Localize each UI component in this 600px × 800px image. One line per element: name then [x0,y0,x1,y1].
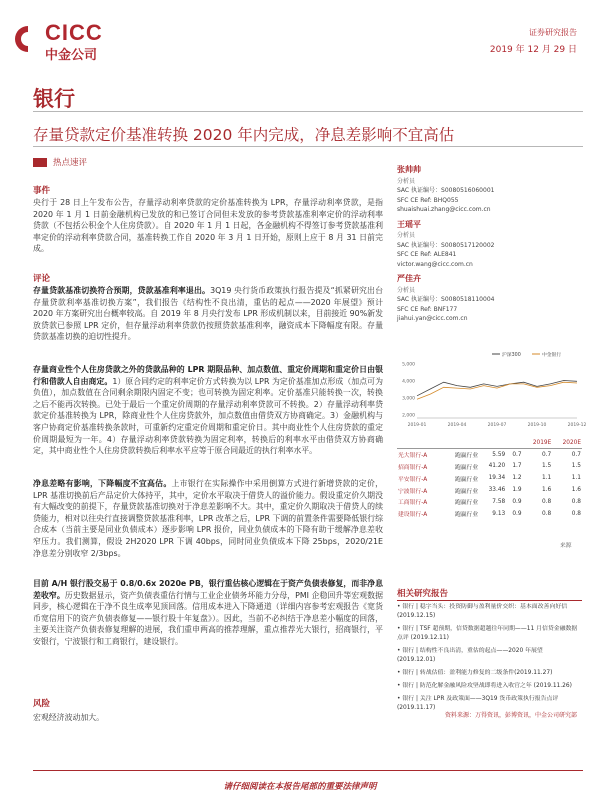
table-cell: 1.6 [571,487,581,494]
p4-body: 历史数据显示，资产负债表重估行情与工业企业债务坏能力分母，PMI 企稳回升等宏观数据同步，核心逻辑在于净不良生成率见顶回落。信用成本进入下降通道（详细内容参考宏观报告《宽货币宽信用下的资产负债表修复——银行股十年复盘》）。因此，当前不必纠结于净息差小幅度的回落，主要关注资产负债表修复理解的进展，我们重申两高的推荐理解，重点推荐光大银行，招商银行，平安银行，宁波银行和工商银行，建设银行。 [33,590,383,646]
logo-chinese: 中金公司 [45,48,98,63]
table-header-cell: 2020E [562,440,581,447]
analyst-block [397,220,582,270]
table-row [397,472,582,484]
report-tag [33,156,87,168]
table-cell: 1.1 [542,475,552,482]
table-cell: 0.8 [571,510,581,517]
table-cell: 平安银行-A [398,476,428,483]
table-cell: 1.6 [542,487,552,494]
table-cell: 0.7 [542,451,552,458]
divider [33,770,583,771]
risk-paragraph: 宏观经济波动加大。 [33,713,105,722]
legend-label: 中金银行 [542,353,562,358]
analyst-sfc: SFC CE Ref: BNF177 [397,305,458,313]
p1-body: 3Q19 央行货币政策执行报告提及“抓紧研究出台存量贷款利率基准切换方案”，我们报告《结构性不良出清，重估的起点——2020 年展望》预计 2020 年方案研究出台概率较高。自 2019 年 8 月央行发布 LPR 形成机制以来，目前接近 90%新发放贷款已参照 LPR 定价，但存量浮动利率贷款仍按照贷款基准利率，融资成本下降幅度有限。存量贷款基准切换的迫切性提升。 [33,286,383,342]
table-cell: 宁波银行-A [398,488,428,495]
analyst-role: 分析员 [397,286,416,294]
table-row [397,508,582,520]
divider [397,600,582,601]
analyst-role: 分析员 [397,177,416,185]
table-cell: 19.34 [488,475,506,482]
table-cell: 1.5 [571,463,581,470]
cicc-logo-icon [16,24,40,54]
table-cell: 0.8 [571,498,581,505]
y-tick-label: 4,000 [402,379,415,385]
related-report-link[interactable]: • 银行 | 结构性不良出清，重估的起点——2020 年展望 (2019.12.01) [397,648,543,663]
related-report-link[interactable]: • 银行 | 转战估值：盈利能力修复的二级条件(2019.11.27) [397,670,553,676]
divider [33,111,583,112]
analyst-name: 严佳卉 [397,274,421,283]
x-tick-label: 2019-10 [527,423,547,428]
table-header-cell [506,439,522,448]
logo-text: CICC [45,20,103,45]
table-cell: 1.2 [512,475,522,482]
series-line-1 [417,382,577,399]
rating-table [397,439,582,519]
event-paragraph: 央行于 28 日上午发布公告，存量浮动利率贷款的定价基准转换为 LPR，存量浮动利率贷款，是指 2020 年 1 月 1 日前金融机构已发放的和已签订合同但未发放的参考贷款基准利率定价的浮动利率贷款（不包括公积金个人住房贷款）。自 2020 年 1 月 1 日起，各金融机构不得签订参考贷款基准利率定价的浮动利率贷款合同，基准转换工作自 2020 年 3 月 1 日开始，原则上应于 8 月 31 日前完成。 [33,198,383,254]
sector-title: 银行 [33,87,75,111]
analyst-sfc: SFC CE Ref: ALE841 [397,251,457,258]
section-title-comment: 评论 [33,274,51,284]
table-cell: 招商银行-A [398,464,428,471]
table-cell: 跑赢行业 [454,453,479,460]
table-cell: 跑赢行业 [454,476,479,483]
analyst-sac: SAC 执证编号：S0080516060001 [397,187,495,194]
analyst-name: 王瑶平 [397,219,421,229]
table-header-row [397,439,582,448]
analyst-block [397,274,582,324]
comment-paragraph-3 [33,478,383,559]
table-cell: 0.7 [512,451,522,458]
comment-paragraph-4 [33,578,383,648]
table-cell: 光大银行-A [398,453,428,460]
table-cell: 0.7 [571,451,581,458]
related-report-link[interactable]: • 银行 | 稳字当头：投资防御与盈利量价交织：基本面改善向好信(2019.12.15) [397,604,568,619]
y-tick-label: 2,000 [402,413,415,419]
analyst-sac: SAC 执证编号：S0080518110004 [397,296,495,303]
table-cell: 0.8 [542,498,552,505]
analyst-name: 张帅帅 [397,165,421,174]
table-header-cell [397,439,442,448]
p3-lead: 净息差略有影响，下降幅度不宜高估。 [33,479,172,488]
tag-label: 热点速评 [53,158,88,168]
table-header-cell [479,439,506,448]
report-date: 2019 年 12 月 29 日 [489,45,577,55]
table-row [397,461,582,473]
p1-lead: 存量贷款基准切换符合预期，贷款基准利率退出。 [33,286,211,295]
y-tick-label: 3,000 [402,396,415,402]
table-cell: 0.8 [542,510,552,517]
related-research-title: 相关研究报告 [397,589,449,599]
analyst-list [397,165,582,324]
analyst-role: 分析员 [397,232,416,239]
table-cell: 0.9 [512,510,522,517]
x-tick-label: 2019-04 [447,423,467,428]
table-cell: 41.20 [488,463,506,470]
analyst-email[interactable]: shuaishuai.zhang@cicc.com.cn [397,206,491,213]
table-cell: 33.46 [488,487,506,494]
related-report-link[interactable]: • 银行 | 关注 LPR 及政策面——3Q19 货币政策执行报告点评 (2019.11.17) [397,696,559,711]
table-cell: 1.9 [512,487,522,494]
analyst-sfc: SFC CE Ref: BHQ055 [397,196,459,204]
table-cell: 跑赢行业 [454,512,479,519]
table-header-cell [442,439,479,448]
section-title-risk: 风险 [33,699,51,709]
table-footer: 来源 [560,543,572,549]
table-cell: 0.9 [512,498,522,505]
comment-paragraph-2 [33,364,383,457]
table-cell: 建设银行-A [398,512,428,519]
table-cell: 5.59 [492,451,506,458]
comment-paragraph-1 [33,285,383,343]
p2-body: 1）原合同约定的利率定价方式转换为以 LPR 为定价基准加点形成（加点可为负值），加点数值在合同剩余期限内固定不变；也可转换为固定利率。定价基准只能转换一次，转换之后不能再次转换。已处于最后一个重定价周期的存量浮动利率贷款可不转换。2）存量浮动利率贷款定价基准转换为 LPR，除商业性个人住房贷款外，加点数值由借贷双方协商确定。3）金融机构与客户协商定价基准转换条款时，可重新约定重定价周期和重定价日。其中商业性个人住房贷款的重定价周期最短为一年。4）存量浮动利率贷款转换为固定利率，转换后的利率水平由借贷双方协商确定，其中商业性个人住房贷款转换后利率水平应等于原合同最近的执行利率水平。 [33,376,383,456]
tag-marker-icon [33,158,47,167]
analyst-sac: SAC 执证编号：S0080517120002 [397,241,495,249]
table-cell: 1.7 [512,463,522,470]
analyst-block [397,165,582,215]
table-cell: 工商银行-A [398,500,428,507]
p4-lead: 目前 A/H 银行股交易于 0.8/0.6x 2020e PB，银行重估核心逻辑在于资产负债表修复，而非净息差收窄。 [33,579,383,600]
table-cell: 跑赢行业 [454,464,479,471]
p3-body: 上市银行在实际操作中采用倒算方式进行新增贷款的定价，LPR 基准切换前后产品定价大体持平，其中，定价水平取决于借贷人的溢价能力。假设重定价久期没有大幅改变的前提下，存量贷款基准切换对于净息差影响不大。其中，重定价久期取决于借贷人的续贷能力，相对以往央行直接调整贷款基准利率，LPR 改革之后，LPR 下调的前置条件需要降低银行综合成本（当前主要是同业负债成本）逐步影响 LPR 报价，同业负债成本的下降有助于缓解净息差收窄压力。我们测算，假设 2H2020 LPR 下调 40bps，同时同业负债成本下降 25bps，2020/21E 净息差分别收窄 2/3bps。 [33,479,383,558]
table-row [397,484,582,496]
related-research-list [397,603,582,717]
table-cell: 跑赢行业 [454,488,479,495]
p2-lead: 存量商业性个人住房贷款之外的贷款品种的 LPR 期限品种、加点数值、重定价周期和重定价日由银行和借款人自由商定。 [33,365,383,386]
table-cell: 7.58 [492,498,506,505]
headline: 存量贷款定价基准转换 2020 年内完成，净息差影响不宜高估 [33,126,455,144]
related-report-link[interactable]: • 银行 | 防范化解金融风险攻坚战即将进入收官之年 (2019.11.26) [397,683,572,689]
table-row [397,448,582,460]
table-cell: 9.13 [492,510,506,517]
table-cell: 1.1 [571,475,581,482]
legal-disclaimer[interactable]: 请仔细阅读在本报告尾部的重要法律声明 [223,782,377,792]
section-title-event: 事件 [33,186,51,196]
analyst-email[interactable]: victor.wang@cicc.com.cn [397,260,473,268]
table-row [397,496,582,508]
price-chart [397,346,587,432]
table-header-cell: 2019E [532,440,552,447]
divider [33,146,583,147]
y-tick-label: 5,000 [402,362,415,368]
report-type: 证券研究报告 [529,28,577,37]
x-tick-label: 2019-12 [567,423,587,428]
analyst-email[interactable]: jiahui.yan@cicc.com.cn [397,315,468,322]
x-tick-label: 2019-01 [407,423,427,428]
table-cell: 跑赢行业 [454,500,479,507]
legend-label: 沪深300 [502,353,521,358]
table-cell: 1.5 [542,463,552,470]
x-tick-label: 2019-07 [487,423,507,428]
related-source: 资料来源：万得资讯，彭博资讯，中金公司研究部 [444,712,577,719]
related-report-link[interactable]: • 银行 | TSF 超预期，信贷数据超越往年同期——11 月信贷金融数据点评 (2019.12.11) [397,626,578,641]
